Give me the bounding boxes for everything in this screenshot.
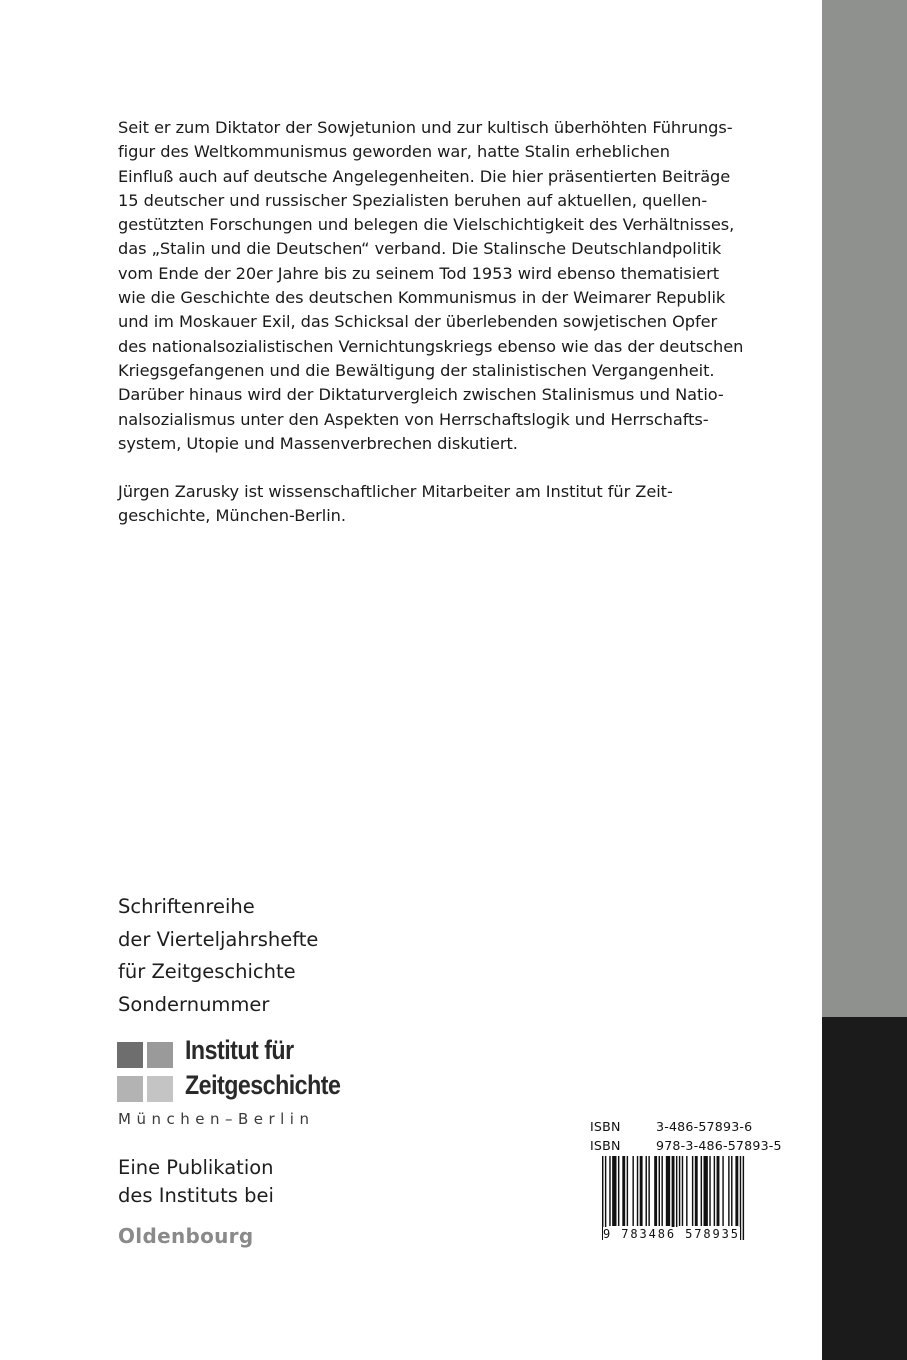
barcode-bar (731, 1156, 732, 1226)
barcode-bar (728, 1156, 729, 1226)
isbn-label: ISBN (590, 1138, 621, 1153)
isbn-block (590, 1117, 790, 1155)
publisher-name: Oldenbourg (118, 1224, 254, 1248)
barcode-bar (654, 1156, 657, 1226)
description-line: Einfluß auch auf deutsche Angelegenheiten. Die hier präsentierten Beiträge (118, 166, 731, 186)
barcode-bar (640, 1156, 643, 1226)
description-line: vom Ende der 20er Jahre bis zu seinem Tod 1953 wird ebenso thematisiert (118, 263, 719, 283)
isbn-13-value: 978-3-486-57893-5 (656, 1138, 782, 1153)
description-line: wie die Geschichte des deutschen Kommunismus in der Weimarer Republik (118, 288, 726, 308)
description-line: gestützten Forschungen und belegen die Vielschichtigkeit des Verhältnisses, (118, 215, 735, 235)
series-line: für Zeitgeschichte (118, 960, 296, 983)
author-line: geschichte, München-Berlin. (118, 506, 346, 526)
barcode-digits: 9 783486 578935 (603, 1227, 740, 1241)
description-line: und im Moskauer Exil, das Schicksal der überlebenden sowjetischen Opfer (118, 312, 718, 332)
author-line: Jürgen Zarusky ist wissenschaftlicher Mitarbeiter am Institut für Zeit- (118, 482, 673, 502)
description-line: das „Stalin und die Deutschen“ verband. Die Stalinsche Deutschlandpolitik (118, 239, 722, 259)
barcode-bar (632, 1156, 633, 1226)
isbn-label: ISBN (590, 1119, 621, 1134)
description-line: des nationalsozialistischen Vernichtungskriegs ebenso wie das der deutschen (118, 336, 744, 356)
description-line: 15 deutscher und russischer Spezialisten beruhen auf aktuellen, quellen- (118, 190, 708, 210)
logo-square-icon (117, 1076, 143, 1102)
logo-square-icon (117, 1042, 143, 1068)
description-line: figur des Weltkommunismus geworden war, hatte Stalin erheblichen (118, 142, 670, 162)
description-line: system, Utopie und Massenverbrechen diskutiert. (118, 433, 518, 453)
series-line: der Vierteljahrshefte (118, 927, 319, 951)
barcode-bar (661, 1156, 662, 1226)
barcode-bar (701, 1156, 702, 1226)
barcode-bar (735, 1156, 738, 1226)
description-paragraph (118, 116, 786, 456)
barcode-bar (743, 1156, 744, 1240)
series-line: Schriftenreihe (118, 895, 255, 918)
barcode-bar (695, 1156, 698, 1226)
barcode-bar (722, 1156, 723, 1226)
barcode-bar (666, 1156, 670, 1226)
barcode-bar (692, 1156, 693, 1226)
barcode-bar (618, 1156, 619, 1226)
series-title (118, 891, 318, 1021)
barcode-bar (709, 1156, 710, 1226)
publication-note (118, 1154, 274, 1210)
logo-line-1: Institut für (185, 1035, 294, 1065)
barcode-bar (704, 1156, 708, 1226)
description-line: Seit er zum Diktator der Sowjetunion und zur kultisch überhöhten Führungs- (118, 118, 733, 137)
publication-line: Eine Publikation (118, 1156, 274, 1179)
barcode-bar (637, 1156, 638, 1226)
barcode-bar (659, 1156, 660, 1226)
barcode-bar (627, 1156, 628, 1226)
barcode-bar (622, 1156, 625, 1226)
barcode-bar (646, 1156, 647, 1226)
author-note (118, 480, 786, 529)
description-line: Darüber hinaus wird der Diktaturvergleich zwischen Stalinismus und Natio- (118, 385, 724, 405)
logo-square-icon (147, 1042, 173, 1068)
barcode-bar (682, 1156, 683, 1226)
isbn-10-row (590, 1117, 790, 1136)
blurb-text (118, 116, 786, 529)
description-line: Kriegsgefangenen und die Bewältigung der stalinistischen Vergangenheit. (118, 360, 715, 380)
barcode-bar (648, 1156, 649, 1226)
barcode-bar (612, 1156, 616, 1226)
barcode-bar (686, 1156, 687, 1226)
barcode-bar (714, 1156, 715, 1226)
barcode-bar (609, 1156, 610, 1226)
barcode-bar (740, 1156, 741, 1240)
logo-line-2: Zeitgeschichte (185, 1070, 341, 1100)
description-line: nalsozialismus unter den Aspekten von Herrschaftslogik und Herrschafts- (118, 409, 709, 429)
isbn-10-value: 3-486-57893-6 (656, 1119, 753, 1134)
logo-subtitle: München–Berlin (118, 1110, 315, 1128)
publication-line: des Instituts bei (118, 1184, 274, 1207)
institute-logo (117, 1036, 377, 1136)
logo-square-icon (147, 1076, 173, 1102)
series-line: Sondernummer (118, 992, 270, 1016)
isbn-13-row (590, 1136, 790, 1155)
barcode-bar (679, 1156, 680, 1226)
spine-dark-band (822, 1017, 907, 1360)
spine-gray-band (822, 0, 907, 1017)
barcode-bar (717, 1156, 720, 1226)
